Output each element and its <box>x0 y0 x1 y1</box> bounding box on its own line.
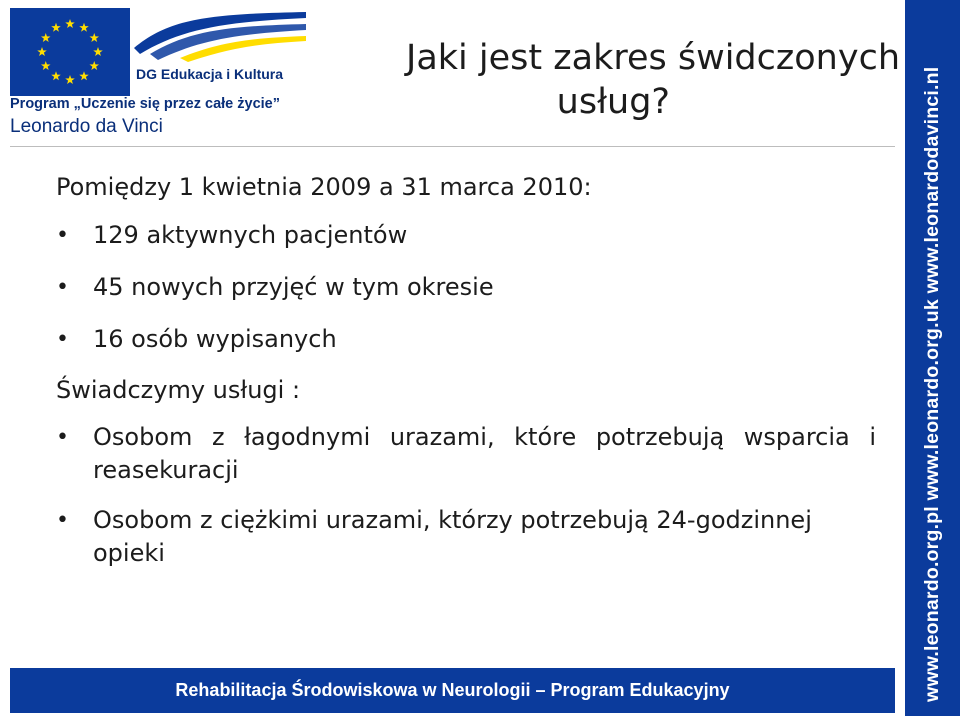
website-links-text: www.leonardo.org.pl www.leonardo.org.uk www.leonardodavinci.nl <box>921 66 943 702</box>
eu-flag-icon <box>10 8 130 96</box>
slide-title-line-2: usług? <box>556 82 670 122</box>
stat-bullet: • 45 nowych przyjęć w tym okresie <box>56 271 876 304</box>
website-sidebar <box>905 0 960 716</box>
slide-title-line-1: Jaki jest zakres świdczonych <box>406 38 900 78</box>
footer-bar <box>10 668 895 713</box>
logo-subtitle: DG Edukacja i Kultura <box>136 66 284 82</box>
logo-name: Leonardo da Vinci <box>10 116 163 137</box>
footer-text: Rehabilitacja Środowiskowa w Neurologii – Program Edukacyjny <box>175 680 730 700</box>
intro-text: Pomiędzy 1 kwietnia 2009 a 31 marca 2010: <box>56 173 592 201</box>
leonardo-da-vinci-logo <box>10 8 300 140</box>
header-divider <box>10 146 895 147</box>
slide-body <box>56 172 876 570</box>
service-bullet: • Osobom z łagodnymi urazami, które potrzebują wsparcia i reasekuracji <box>56 421 876 487</box>
services-heading: Świadczymy usługi : <box>56 376 301 404</box>
service-bullet: • Osobom z ciężkimi urazami, którzy potrzebują 24-godzinnej opieki <box>56 504 876 570</box>
logo-program-line: Program „Uczenie się przez całe życie” <box>10 96 280 112</box>
stat-bullet: • 16 osób wypisanych <box>56 323 876 356</box>
stat-bullet: • 129 aktywnych pacjentów <box>56 219 876 252</box>
slide-title <box>300 36 900 124</box>
leonardo-swoosh-logo <box>130 8 308 64</box>
